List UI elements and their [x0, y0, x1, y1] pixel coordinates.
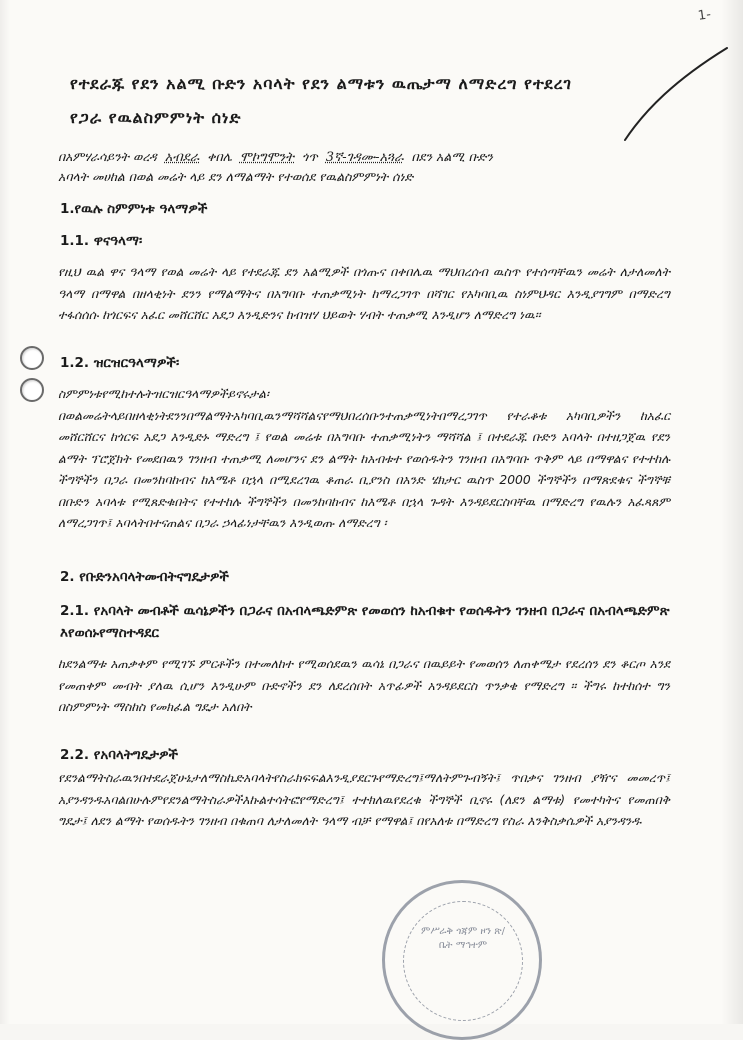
intro-line-2: አባላት መሀከል በወል መሬት ላይ ደን ለማልማት የተወሰደ የዉልስምምነት ሰነድ	[58, 169, 414, 184]
section-1-2-heading: 1.2. ዝርዝርዓላማዎች፡	[60, 355, 180, 371]
section-2-1-text: ከደንልማቱ አጠቃቀም የሚገኙ ምርቶችን በተመለከተ የሚወሰደዉን ዉሳኔ በጋራና በዉይይት የመወሰን ለጠቀሜታ የደረሰን ደን ቆርጦ አንደ የመጠቀም መብት ያለዉ ሲሆን እንዲሁም ቡድኖችን ደን ለደረሰበት አጥፊዎች አንዳይደርስ ጥንቃቄ የማድረግ ፡፡ ችግሩ ከተከሰተ ግን በስምምነት ማስከስ የመክፈል ግዴታ አለበት	[58, 657, 670, 714]
got-label: ጎጥ	[302, 149, 318, 164]
section-1-1-heading: 1.1. ዋናዓላማ፡	[60, 233, 143, 249]
section-1-2-text: ስምምነቱየሚከተሉትዝርዝርዓላማዎችይኖሩታል፡ በወልመሬትላይበዘላቂነትደንንበማልማትአካባቢዉንማሻሻልናየማህበረሰቡንተጠቃሚነትበማረጋገጥ የተራቆቱ አካባቢዎችን ከአፈር መሸርሸርና ከጎርፍ አደጋ እንዲድኑ ማድረግ ፤ የወል መሬቱ በአግባቡ ተጠቃሚነትን ማሻሻል ፤ በተደራጁ ቡድን አባላት በተዘጋጀዉ የደን ልማት ፕሮጀክት የመደበዉን ገንዘብ ተጠቃሚ ለመሆንና ደን ልማት ከአብቱተ የወሰዱትን ገንዘብ በአግባቡ ጥቅም ላይ በማዋልና የተተከሉ ችግኞችን በጋራ በመንከባከብና ከእሜቶ በኋላ በሚደረገዉ ቆጠራ ቢያንስ በአንድ ሄክታር ዉስጥ 2000 ችግኞችን በማጽደቁና ችግኞቹ በቡድን አባላቱ የሚጸድቁበትና የተተከሉ ችግኞችን በመንከባከብና ከእሜቶ በኋላ ጉዳት እንዳይደርስባቸዉ በማድረግ የዉሉን አፈጻጸም ለማረጋገጥ፤ አባላትበተናጠልና በጋራ ኃላፊነታቸዉን እንዲወጡ ለማድረግ ፡	[58, 387, 670, 530]
kebele-label: ቀበሌ	[207, 149, 232, 164]
stamp-text: ምሥራቅ ጎጃም ዞን ጽ/ቤት ማኅተም	[421, 926, 505, 951]
section-2-heading: 2. የቡድንአባላትመብትናግዴታዎች	[60, 569, 229, 585]
kebele-name-handwritten: ሞኮግሞንት	[239, 150, 295, 165]
intro-suffix: በደን አልሚ ቡድን	[411, 149, 493, 164]
got-name-handwritten: 3ኛ-ገዳሙ-አጓራ	[325, 150, 404, 165]
scan-shadow-right	[721, 0, 743, 1024]
punch-hole-bottom	[20, 378, 44, 402]
punch-hole-top	[20, 346, 44, 370]
intro-prefix: በአምሃራሳይንት ወረዳ	[58, 149, 157, 164]
document-title-line-2: የጋራ የዉልስምምነት ሰነድ	[70, 108, 242, 127]
scan-shadow-left	[0, 0, 10, 1024]
official-stamp	[382, 880, 542, 1040]
woreda-name-handwritten: አብደራ	[164, 150, 200, 165]
section-1-1-text: የዚህ ዉል ዋና ዓላማ የወል መሬት ላይ የተደራጁ ደን አልሚዎች በጎጡና በቀበሌዉ ማህበረሰብ ዉስጥ የተሰጣቸዉን መሬት ለታለመለት ዓላማ በማዋል በዘላቂነት ደንን የማልማትና በአግባቡ ተጠቃሚነት ከማረጋገጥ በሻገር የአካባቢዉ ስነምህዳር እንዲያገግም በማድረግ ተፋሰሰሱ ከጎርፍና አፈር መሸርሸር አደጋ እንዲድንና ከብዝሃ ህይወት ሃብት ተጠቃሚ እንዲሆን ለማድረግ ነዉ።	[58, 265, 670, 322]
corner-handwritten-mark: 1-	[697, 7, 712, 24]
section-1-heading: 1.የዉሉ ስምምነቱ ዓላማዎች	[60, 201, 208, 217]
intro-line-1	[58, 148, 670, 166]
section-2-2-heading: 2.2. የአባላትግዴታዎች	[60, 747, 179, 763]
stamp-inner-ring	[403, 901, 523, 1021]
section-2-2-text: የደንልማትስራዉንበተደራጀሁኔታለማስኬድአባላትየስራክፍፍልእንዲያደርጉየማድረግ፤ማለትምጉብኝት፤ ጥበቃና ገንዘብ ያዥና መመረጥ፤ አያንዳንዱአባልበሁሉምየደንልማትስራዎችእኩልተሳትፎየማድረግ፤ ተተክለዉየደረቁ ችግኞች ቢኖሩ (ለደን ልማቱ) የመተካትና የመጠበቅ ግዴታ፤ ለደን ልማት የወሰዱትን ገንዘብ በቁጠባ ለታለመለት ዓላማ ብቻ የማዋል፤ በየአለቱ በማድረግ የስራ እንቅስቃሴዎች አያንዳንዱ	[58, 771, 670, 828]
pen-stroke-mark	[615, 40, 735, 150]
section-2-1-heading: 2.1. የአባላት መብቶች ዉሳኔዎችን በጋራና በአብላጫድምጽ የመወሰን ከአብቁተ የወሰዱትን ገንዘብ በጋራና በአብላጫድምጽ እየወሰኑየማስተዳደር	[60, 603, 670, 641]
document-title-line-1: የተደራጁ የደን አልሚ ቡድን አባላት የደን ልማቱን ዉጤታማ ለማድረግ የተደረገ	[70, 74, 572, 93]
